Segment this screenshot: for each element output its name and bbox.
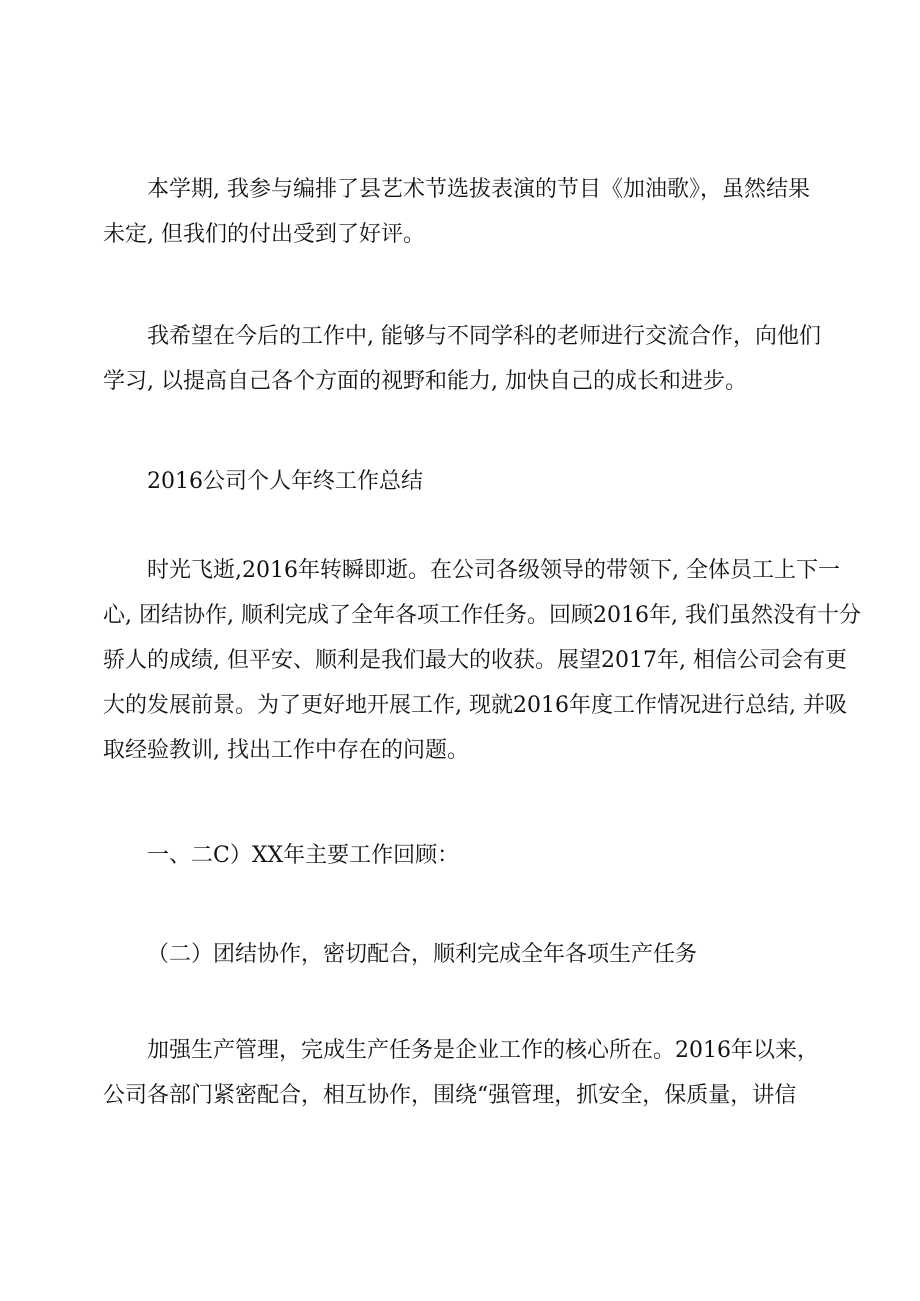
paragraph-production <box>103 1028 823 1118</box>
subheading-teamwork <box>103 932 823 977</box>
paragraph-future-hope <box>103 314 823 404</box>
text-line: 一、二C）XX年主要工作回顾： <box>147 843 460 868</box>
text-line: 心, 团结协作, 顺利完成了全年各项工作任务。回顾2016年, 我们虽然没有十分 <box>103 603 861 628</box>
section-title <box>103 459 823 504</box>
text-line: 学习, 以提高自己各个方面的视野和能力, 加快自己的成长和进步。 <box>103 369 747 394</box>
text-line: 大的发展前景。为了更好地开展工作, 现就2016年度工作情况进行总结, 并吸 <box>103 693 847 718</box>
text-line: 时光飞逝,2016年转瞬即逝。在公司各级领导的带领下, 全体员工上下一 <box>147 558 840 583</box>
text-line: 未定, 但我们的付出受到了好评。 <box>103 222 425 247</box>
text-line: 2016公司个人年终工作总结 <box>147 469 423 494</box>
text-line: 取经验教训, 找出工作中存在的问题。 <box>103 738 469 763</box>
paragraph-intro <box>103 548 861 773</box>
text-line: （二）团结协作，密切配合，顺利完成全年各项生产任务 <box>147 942 698 967</box>
text-line: 我希望在今后的工作中, 能够与不同学科的老师进行交流合作，向他们 <box>147 324 821 349</box>
text-line: 本学期, 我参与编排了县艺术节选拔表演的节目《加油歌》，虽然结果 <box>147 177 810 202</box>
heading-work-review <box>103 833 823 878</box>
text-line: 公司各部门紧密配合，相互协作，围绕“强管理，抓安全，保质量，讲信 <box>103 1083 797 1108</box>
text-line: 加强生产管理，完成生产任务是企业工作的核心所在。2016年以来， <box>147 1038 819 1063</box>
text-line: 骄人的成绩, 但平安、顺利是我们最大的收获。展望2017年, 相信公司会有更 <box>103 648 847 673</box>
paragraph-art-festival <box>103 167 823 257</box>
